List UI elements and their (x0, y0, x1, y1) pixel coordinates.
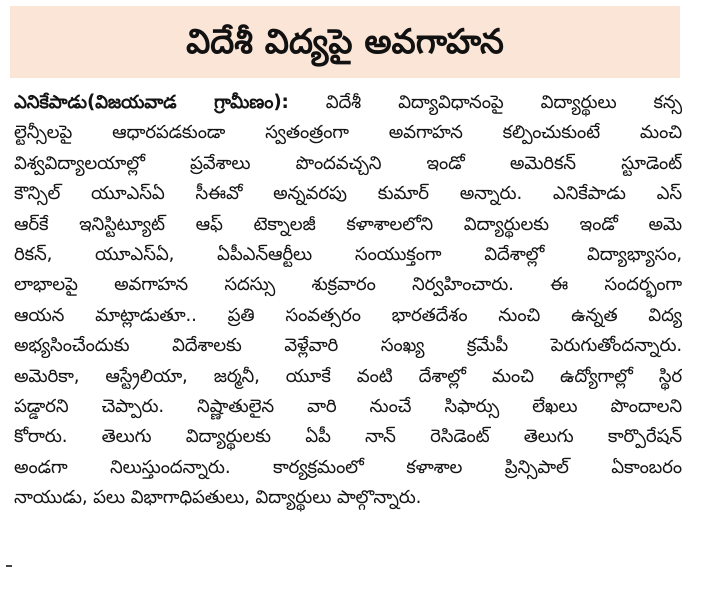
article-line (14, 88, 682, 118)
article-body (14, 88, 682, 578)
article-line: అభ్యసించేందుకు విదేశాలకు వెళ్లేవారి సంఖ్య క్రమేపీ పెరుగుతోందన్నారు. (14, 335, 682, 357)
article-line: ఆయన మాట్లాడుతూ.. ప్రతి సంవత్సరం భారతదేశం నుంచి ఉన్నత విద్య (14, 304, 682, 326)
article-line: ఆర్‌కే ఇనిస్టిట్యూట్ ఆఫ్ టెక్నాలజీ కళాశాలలోని విద్యార్థులకు ఇండో అమె (14, 213, 682, 235)
article-line: కోరారు. తెలుగు విద్యార్థులకు ఏపీ నాన్ రెసిడెంట్ తెలుగు కార్పొరేషన్ (14, 426, 682, 448)
headline-banner (10, 6, 680, 78)
article-line: పడ్డారని చెప్పారు. నిష్ణాతులైన వారి నుంచే సిఫార్సు లేఖలు పొందాలని (14, 395, 682, 417)
edge-mark (6, 565, 12, 567)
article-line: విశ్వవిద్యాలయాల్లో ప్రవేశాలు పొందవచ్చని ఇండో అమెరికన్ స్టూడెంట్ (14, 152, 682, 174)
article-line: ల్టెన్సీలపై ఆధారపడకుండా స్వతంత్రంగా అవగాహన కల్పించుకుంటే మంచి (14, 122, 682, 144)
article-line-text: విదేశీ విద్యావిధానంపై విద్యార్థులు కన్స (288, 92, 682, 113)
headline: విదేశీ విద్యపై అవగాహన (186, 22, 504, 62)
article-line: కౌన్సిల్ యూఎస్ఏ సీఈవో అన్నవరపు కుమార్ అన్నారు. ఎనికేపాడు ఎస్ (14, 183, 682, 205)
article-line: అండగా నిలుస్తుందన్నారు. కార్యక్రమంలో కళాశాల ప్రిన్సిపాల్ ఏకాంబరం (14, 456, 682, 478)
dateline: ఎనికేపాడు(విజయవాడ గ్రామీణం): (14, 92, 289, 113)
article-line: అమెరికా, ఆస్ట్రేలియా, జర్మనీ, యూకే వంటి దేశాల్లో మంచి ఉద్యోగాల్లో స్థిర (14, 365, 682, 387)
article-line-last: నాయుడు, పలు విభాగాధిపతులు, విద్యార్థులు పాల్గొన్నారు. (14, 487, 422, 509)
article-line: లాభాలపై అవగాహన సదస్సు శుక్రవారం నిర్వహించారు. ఈ సందర్భంగా (14, 274, 682, 296)
article-line: రికన్, యూఎస్ఏ, ఏపీఎన్ఆర్టీలు సంయుక్తంగా విదేశాల్లో విద్యాభ్యాసం, (14, 243, 682, 265)
